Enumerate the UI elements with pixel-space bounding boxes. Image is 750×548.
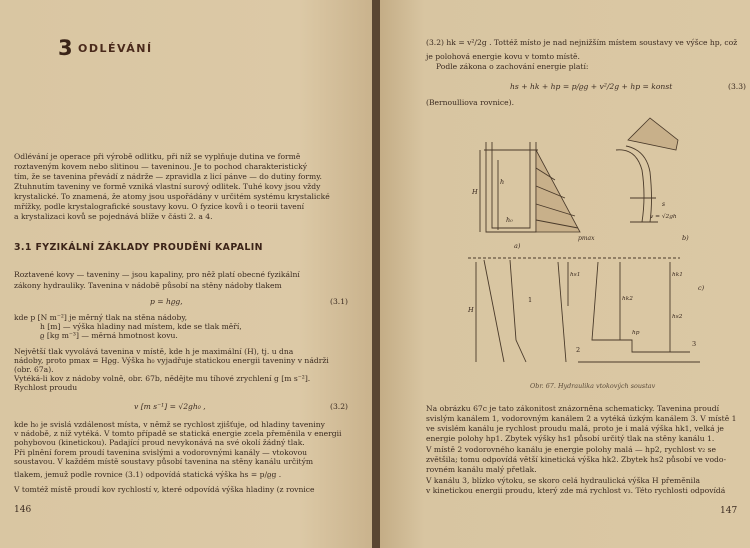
right-page xyxy=(380,0,750,548)
energy-equation: hs + hk + hp = p/ϱg + v²/2g + hp = konst xyxy=(510,82,673,91)
label-hs2: hs2 xyxy=(672,314,683,320)
text-line: Při plnění forem proudí tavenina svislými a vodorovnými kanály — vtokovou xyxy=(14,448,308,457)
text-line: roztaveným kovem nebo slitinou — taveninou. Je to pochod charakteristický xyxy=(14,162,308,171)
equation-number: (3.2) xyxy=(330,402,349,411)
text-line: V tomtéž místě proudí kov rychlostí v, které odpovídá výška hladiny (z rovnice xyxy=(14,485,315,494)
text-line: kde p [N m⁻²] je měrný tlak na stěna nádoby, xyxy=(14,313,188,322)
text-line: Vytéká-li kov z nádoby volně, obr. 67b, nědějte mu tíhové zrychlení g [m s⁻²]. xyxy=(14,374,311,383)
left-page xyxy=(0,0,374,548)
label-1: 1 xyxy=(528,296,533,304)
text-line: V místě 2 vodorovného kanálu je energie polohy malá — hp2, rychlost v₂ se xyxy=(426,445,717,454)
label-hk1: hk1 xyxy=(672,272,683,278)
text-line: pohybovou (kinetickou). Padající proud nevykonává na své okolí žádný tlak. xyxy=(14,438,305,447)
label-a: a) xyxy=(514,242,521,250)
page-number: 146 xyxy=(14,505,32,515)
text-line: ϱ [kg m⁻³] — měrná hmotnost kovu. xyxy=(40,331,178,340)
text-line: a krystalizaci kovů se pojednává blíže v části 2. a 4. xyxy=(14,212,213,221)
text-line: energie polohy hp1. Zbytek výšky hs1 působí určitý tlak na stěny kanálu 1. xyxy=(426,434,715,443)
chapter-title: ODLÉVÁNÍ xyxy=(78,42,153,55)
hydraulics-figure xyxy=(380,0,750,400)
label-2: 2 xyxy=(576,346,581,354)
label-pmax: pmax xyxy=(578,235,595,242)
text-line: mřížky, podle krystalografické soustavy kovu. O fyzice kovů i o teorii tavení xyxy=(14,202,305,211)
text-line: v kinetickou energii proudu, který zde má rychlost v₃. Této rychlosti odpovídá xyxy=(426,486,726,495)
chapter-number: 3 xyxy=(58,36,73,60)
label-s: s xyxy=(662,201,666,208)
text-line: Odlévání je operace při výrobě odlitku, při níž se vyplňuje dutina ve formě xyxy=(14,152,301,161)
text-line: kde h₀ je svislá vzdálenost místa, v němž se rychlost zjišťuje, od hladiny taveniny xyxy=(14,420,325,429)
text-line: Podle zákona o zachování energie platí: xyxy=(436,62,589,71)
text-line: svislým kanálem 1, vodorovným kanálem 2 a vytéká úzkým kanálem 3. V místě 1 xyxy=(426,414,737,423)
text-line: (Bernoulliova rovnice). xyxy=(426,98,515,107)
text-line: v nádobě, z níž vytéká. V tomto případě se statická energie zcela přeměnila v energii xyxy=(14,429,342,438)
text-line: nádoby, proto pmax = Hϱg. Výška h₀ vyjadřuje statickou energii taveniny v nádrži xyxy=(14,356,329,365)
text-line: Rychlost proudu xyxy=(14,383,78,392)
equation-3-1: p = hϱg, xyxy=(150,297,183,306)
section-heading: 3.1 FYZIKÁLNÍ ZÁKLADY PROUDĚNÍ KAPALIN xyxy=(14,242,263,253)
text-line: (3.2) hk = v²/2g . Tottéž místo je nad nejnižším místem soustavy ve výšce hp, což xyxy=(426,38,738,47)
figure-caption: Obr. 67. Hydraulika vtokových soustav xyxy=(530,382,656,390)
figure-b xyxy=(616,118,689,242)
label-b: b) xyxy=(682,234,689,242)
label-h0: h₀ xyxy=(506,216,513,224)
text-line: Na obrázku 67c je tato zákonitost znázorněna schematicky. Tavenina proudí xyxy=(426,404,720,413)
text-line: rovném kanálu malý přetlak. xyxy=(426,465,537,474)
figure-a xyxy=(471,142,595,250)
label-c: c) xyxy=(698,284,705,292)
text-line: tím, že se tavenina převádí z nádrže — zpravidla z licí pánve — do dutiny formy. xyxy=(14,172,322,181)
text-line: (obr. 67a). xyxy=(14,365,54,374)
label-H: H xyxy=(472,188,478,196)
text-line: zákony hydrauliky. Tavenina v nádobě působí na stěny nádoby tlakem xyxy=(14,281,282,290)
equation-3-2: v [m s⁻¹] = √2gh₀ , xyxy=(134,402,206,411)
text-line: ve svislém kanálu je rychlost proudu malá, proto je i malá výška hk1, velká je xyxy=(426,424,724,433)
text-line: je polohová energie kovu v tomto místě. xyxy=(426,52,580,61)
text-line: soustavou. V každém místě soustavy působí tavenina na stěny kanálu určitým xyxy=(14,457,314,466)
label-v: v = √2gh xyxy=(650,214,677,220)
page-number: 147 xyxy=(720,506,738,516)
text-line: Ztuhnutím taveniny ve formě vzniká vlastní surový odlitek. Tuhé kovy jsou vždy xyxy=(14,182,321,191)
label-hp: hp xyxy=(632,330,640,336)
text-line: h [m] — výška hladiny nad místem, kde se tlak měří, xyxy=(40,322,242,331)
equation-number: (3.3) xyxy=(728,82,747,91)
text-line: Roztavené kovy — taveniny — jsou kapaliny, pro něž platí obecné fyzikální xyxy=(14,270,300,279)
equation-number: (3.1) xyxy=(330,297,349,306)
text-line: zvětšila; tomu odpovídá větší kinetická výška hk2. Zbytek hs2 působí ve vodo- xyxy=(426,455,727,464)
label-H: H xyxy=(468,306,474,314)
label-hs1: hs1 xyxy=(570,272,581,278)
text-line: krystalické. To znamená, že atomy jsou uspořádány v určitém systému krystalické xyxy=(14,192,330,201)
figure-c xyxy=(467,258,705,362)
text-line: V kanálu 3, blízko výtoku, se skoro celá hydraulická výška H přeměnila xyxy=(426,476,701,485)
label-3: 3 xyxy=(692,340,697,348)
label-hk2: hk2 xyxy=(622,296,633,302)
text-line: Největší tlak vyvolává tavenina v místě, kde h je maximální (H), tj. u dna xyxy=(14,347,294,356)
label-h: h xyxy=(500,178,505,186)
text-line: tlakem, jemuž podle rovnice (3.1) odpovídá statická výška hs = p/ϱg . xyxy=(14,470,282,479)
